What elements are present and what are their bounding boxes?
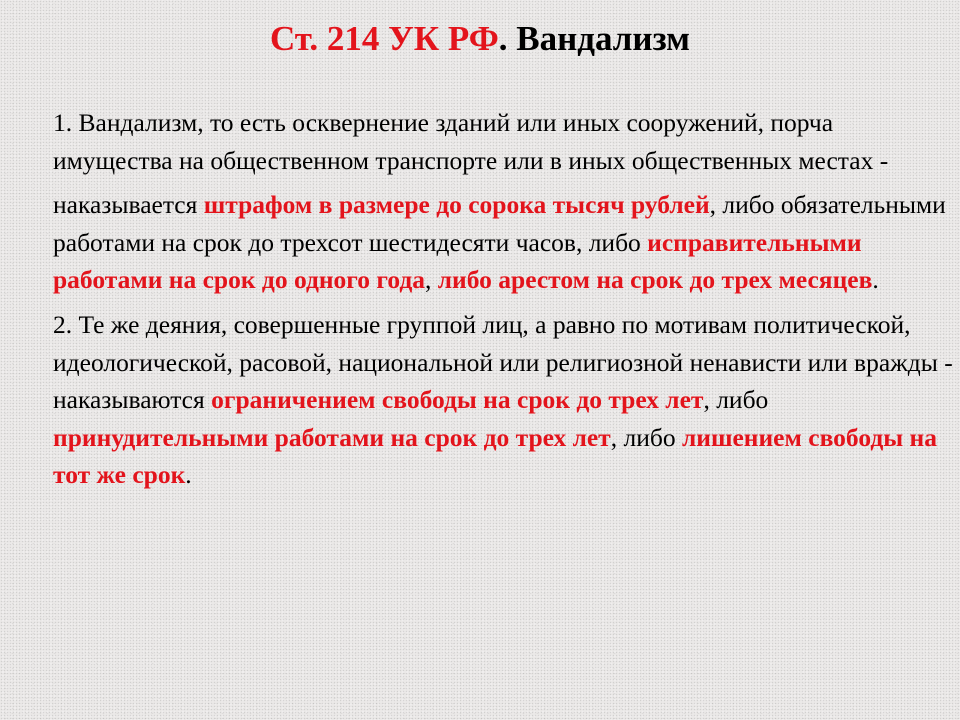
- part-1-disposition: 1. Вандализм, то есть осквернение зданий или иных сооружений, порча имущества на общественном транспорте или в иных общественных местах -: [53, 108, 889, 175]
- article-body: [46, 104, 954, 494]
- article-number: Ст. 214 УК РФ: [269, 19, 499, 58]
- part-2-text-segment: 2. Те же деяния, совершенные группой лиц, а равно по мотивам политической, идеологической, расовой, национальной или религиозной ненависти или вражды - наказываются: [53, 309, 953, 415]
- slide-title: [0, 14, 960, 64]
- penalty-correctional-labor: исправительными работами на срок до одного года: [53, 227, 862, 295]
- penalty-imprisonment: лишением свободы на тот же срок: [53, 422, 937, 490]
- part-2-text-segment: , либо: [703, 385, 769, 415]
- part-1-text-segment: .: [872, 265, 879, 295]
- part-2-text: [46, 306, 954, 494]
- penalty-arrest: либо арестом на срок до трех месяцев: [437, 265, 873, 295]
- article-name: Вандализм: [516, 19, 691, 58]
- part-1-text-segment: ,: [424, 265, 438, 295]
- penalty-forced-labor: принудительными работами на срок до трех лет: [53, 422, 611, 452]
- part-1-text: [46, 104, 954, 179]
- part-2-text-segment: , либо: [610, 422, 682, 452]
- part-1-text-segment: , либо обязательными работами на срок до трехсот шестидесяти часов, либо: [53, 190, 946, 257]
- penalty-restriction-of-freedom: ограничением свободы на срок до трех лет: [211, 385, 704, 415]
- part-2-text-segment: .: [185, 460, 192, 490]
- penalty-fine: штрафом в размере до сорока тысяч рублей: [203, 190, 710, 220]
- part-1-text-segment: наказывается: [53, 190, 204, 220]
- part-1-penalty: [46, 186, 954, 299]
- title-separator: .: [498, 19, 517, 58]
